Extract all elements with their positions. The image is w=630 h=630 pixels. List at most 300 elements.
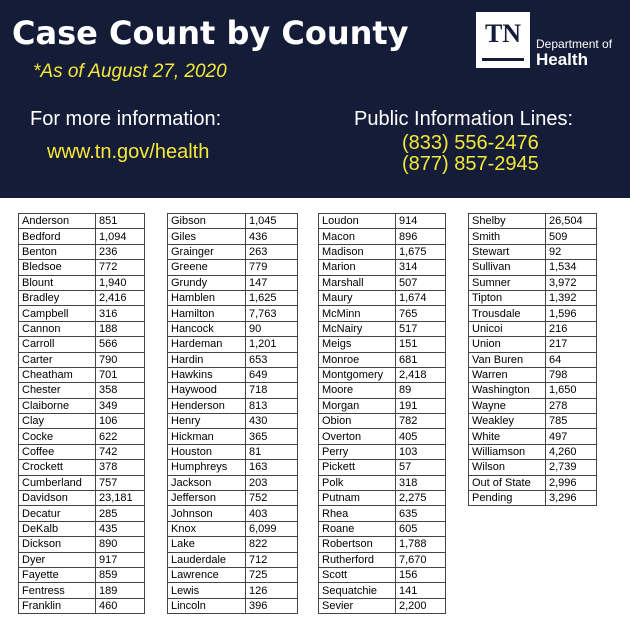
county-name: Out of State: [469, 475, 546, 490]
case-count: 712: [246, 552, 298, 567]
county-name: Dyer: [19, 552, 96, 567]
table-row: [319, 552, 446, 567]
county-name: Pickett: [319, 460, 396, 475]
county-name: Sumner: [469, 275, 546, 290]
table-row: [469, 414, 597, 429]
county-name: Lauderdale: [168, 552, 246, 567]
table-row: [19, 229, 145, 244]
county-name: Loudon: [319, 214, 396, 229]
case-count: 460: [96, 598, 145, 613]
table-row: [168, 491, 298, 506]
case-count: 1,534: [546, 260, 597, 275]
table-row: [319, 414, 446, 429]
county-name: Cumberland: [19, 475, 96, 490]
county-name: Polk: [319, 475, 396, 490]
county-name: Van Buren: [469, 352, 546, 367]
case-count: 92: [546, 244, 597, 259]
tn-logo-text: TN: [484, 19, 522, 48]
county-name: Sullivan: [469, 260, 546, 275]
phone-lines-label: Public Information Lines:: [354, 108, 574, 130]
county-name: Gibson: [168, 214, 246, 229]
county-name: Washington: [469, 383, 546, 398]
table-row: [168, 537, 298, 552]
county-table-3: [318, 213, 446, 614]
case-count: 757: [96, 475, 145, 490]
county-name: Morgan: [319, 398, 396, 413]
table-row: [19, 260, 145, 275]
county-name: Houston: [168, 444, 246, 459]
case-count: 156: [396, 567, 446, 582]
table-row: [319, 352, 446, 367]
case-count: 1,650: [546, 383, 597, 398]
county-table-1: [18, 213, 145, 614]
table-row: [168, 552, 298, 567]
case-count: 191: [396, 398, 446, 413]
county-name: Unicoi: [469, 321, 546, 336]
case-count: 2,996: [546, 475, 597, 490]
table-row: [168, 506, 298, 521]
page-title: Case Count by County: [12, 14, 409, 52]
case-count: 782: [396, 414, 446, 429]
case-count: 81: [246, 444, 298, 459]
county-name: Giles: [168, 229, 246, 244]
case-count: 141: [396, 583, 446, 598]
table-row: [168, 337, 298, 352]
logo-health: Health: [536, 50, 588, 69]
county-name: Campbell: [19, 306, 96, 321]
table-row: [319, 367, 446, 382]
table-row: [319, 537, 446, 552]
case-count: 772: [96, 260, 145, 275]
case-count: 316: [96, 306, 145, 321]
header-banner: [0, 0, 630, 198]
county-name: Sequatchie: [319, 583, 396, 598]
county-name: Obion: [319, 414, 396, 429]
table-row: [19, 521, 145, 536]
case-count: 649: [246, 367, 298, 382]
county-name: Monroe: [319, 352, 396, 367]
table-row: [469, 306, 597, 321]
table-row: [19, 583, 145, 598]
table-row: [469, 275, 597, 290]
case-count: 917: [96, 552, 145, 567]
table-row: [168, 352, 298, 367]
county-name: Clay: [19, 414, 96, 429]
county-name: Anderson: [19, 214, 96, 229]
county-name: Roane: [319, 521, 396, 536]
county-name: Hickman: [168, 429, 246, 444]
county-name: Tipton: [469, 290, 546, 305]
county-name: Marshall: [319, 275, 396, 290]
case-count: 318: [396, 475, 446, 490]
case-count: 2,200: [396, 598, 446, 613]
case-count: 765: [396, 306, 446, 321]
county-name: Franklin: [19, 598, 96, 613]
county-name: Bradley: [19, 290, 96, 305]
county-name: Rhea: [319, 506, 396, 521]
county-name: Greene: [168, 260, 246, 275]
table-row: [319, 444, 446, 459]
county-name: Warren: [469, 367, 546, 382]
county-name: Cannon: [19, 321, 96, 336]
county-name: Hardin: [168, 352, 246, 367]
table-row: [168, 429, 298, 444]
case-count: 859: [96, 567, 145, 582]
table-row: [168, 306, 298, 321]
case-count: 517: [396, 321, 446, 336]
table-row: [19, 598, 145, 613]
table-row: [469, 260, 597, 275]
table-row: [469, 460, 597, 475]
county-name: Shelby: [469, 214, 546, 229]
table-row: [469, 229, 597, 244]
county-name: Dickson: [19, 537, 96, 552]
county-name: Montgomery: [319, 367, 396, 382]
table-row: [469, 321, 597, 336]
table-row: [19, 475, 145, 490]
logo-department: Department of: [536, 37, 613, 51]
county-name: Knox: [168, 521, 246, 536]
county-name: Humphreys: [168, 460, 246, 475]
case-count: 217: [546, 337, 597, 352]
county-name: White: [469, 429, 546, 444]
county-table-2: [167, 213, 298, 614]
county-name: Marion: [319, 260, 396, 275]
table-row: [168, 321, 298, 336]
table-row: [469, 337, 597, 352]
county-name: Perry: [319, 444, 396, 459]
case-count: 1,940: [96, 275, 145, 290]
county-name: DeKalb: [19, 521, 96, 536]
county-name: Moore: [319, 383, 396, 398]
county-name: Decatur: [19, 506, 96, 521]
case-count: 1,625: [246, 290, 298, 305]
table-row: [168, 383, 298, 398]
case-count: 507: [396, 275, 446, 290]
case-count: 349: [96, 398, 145, 413]
case-count: 752: [246, 491, 298, 506]
case-count: 314: [396, 260, 446, 275]
table-row: [19, 275, 145, 290]
table-row: [19, 383, 145, 398]
table-row: [319, 506, 446, 521]
county-name: Hardeman: [168, 337, 246, 352]
county-name: Davidson: [19, 491, 96, 506]
table-row: [319, 567, 446, 582]
county-name: Union: [469, 337, 546, 352]
case-count: 1,674: [396, 290, 446, 305]
county-name: Carroll: [19, 337, 96, 352]
county-name: Fayette: [19, 567, 96, 582]
table-row: [168, 475, 298, 490]
case-count: 822: [246, 537, 298, 552]
case-count: 26,504: [546, 214, 597, 229]
county-name: Cheatham: [19, 367, 96, 382]
tn-logo-mark: [476, 12, 530, 68]
case-count: 785: [546, 414, 597, 429]
table-row: [168, 367, 298, 382]
case-count: 3,296: [546, 491, 597, 506]
table-row: [168, 521, 298, 536]
table-row: [469, 491, 597, 506]
county-name: Scott: [319, 567, 396, 582]
table-row: [469, 444, 597, 459]
phone-number[interactable]: (833) 556-2476: [402, 132, 539, 154]
table-row: [19, 398, 145, 413]
table-row: [319, 275, 446, 290]
county-table-4: [468, 213, 597, 506]
table-row: [168, 460, 298, 475]
case-count: 779: [246, 260, 298, 275]
table-row: [319, 429, 446, 444]
case-count: 1,392: [546, 290, 597, 305]
county-name: Chester: [19, 383, 96, 398]
county-name: Rutherford: [319, 552, 396, 567]
table-row: [168, 583, 298, 598]
table-row: [319, 460, 446, 475]
case-count: 701: [96, 367, 145, 382]
county-name: Hamilton: [168, 306, 246, 321]
case-count: 725: [246, 567, 298, 582]
table-row: [319, 290, 446, 305]
table-row: [469, 429, 597, 444]
county-name: Cocke: [19, 429, 96, 444]
county-name: Benton: [19, 244, 96, 259]
case-count: 203: [246, 475, 298, 490]
table-row: [319, 260, 446, 275]
case-count: 89: [396, 383, 446, 398]
county-name: Lake: [168, 537, 246, 552]
table-row: [168, 214, 298, 229]
table-row: [19, 214, 145, 229]
case-count: 126: [246, 583, 298, 598]
case-count: 4,260: [546, 444, 597, 459]
county-name: Jackson: [168, 475, 246, 490]
table-row: [19, 537, 145, 552]
table-row: [168, 414, 298, 429]
county-name: Pending: [469, 491, 546, 506]
case-count: 742: [96, 444, 145, 459]
table-row: [19, 506, 145, 521]
case-count: 436: [246, 229, 298, 244]
table-row: [19, 306, 145, 321]
county-name: Trousdale: [469, 306, 546, 321]
case-count: 509: [546, 229, 597, 244]
case-count: 90: [246, 321, 298, 336]
case-count: 64: [546, 352, 597, 367]
county-name: Lawrence: [168, 567, 246, 582]
table-row: [469, 290, 597, 305]
table-row: [319, 306, 446, 321]
county-name: Williamson: [469, 444, 546, 459]
county-name: Bledsoe: [19, 260, 96, 275]
county-name: Bedford: [19, 229, 96, 244]
table-row: [319, 337, 446, 352]
table-row: [168, 290, 298, 305]
county-name: Hamblen: [168, 290, 246, 305]
case-count: 851: [96, 214, 145, 229]
case-count: 681: [396, 352, 446, 367]
county-name: McMinn: [319, 306, 396, 321]
table-row: [469, 475, 597, 490]
county-name: Jefferson: [168, 491, 246, 506]
table-row: [469, 214, 597, 229]
case-count: 403: [246, 506, 298, 521]
case-count: 435: [96, 521, 145, 536]
case-count: 914: [396, 214, 446, 229]
case-count: 57: [396, 460, 446, 475]
table-row: [469, 398, 597, 413]
case-count: 718: [246, 383, 298, 398]
table-row: [319, 583, 446, 598]
case-count: 163: [246, 460, 298, 475]
table-row: [19, 444, 145, 459]
county-name: Sevier: [319, 598, 396, 613]
county-name: Madison: [319, 244, 396, 259]
table-row: [19, 321, 145, 336]
county-name: Claiborne: [19, 398, 96, 413]
case-count: 790: [96, 352, 145, 367]
county-name: Crockett: [19, 460, 96, 475]
table-row: [319, 475, 446, 490]
county-name: Wilson: [469, 460, 546, 475]
county-name: Wayne: [469, 398, 546, 413]
county-name: Weakley: [469, 414, 546, 429]
case-count: 1,675: [396, 244, 446, 259]
table-row: [19, 337, 145, 352]
case-count: 358: [96, 383, 145, 398]
case-count: 1,094: [96, 229, 145, 244]
table-row: [19, 414, 145, 429]
case-count: 1,201: [246, 337, 298, 352]
county-name: Henderson: [168, 398, 246, 413]
county-name: Hancock: [168, 321, 246, 336]
table-row: [319, 491, 446, 506]
phone-number[interactable]: (877) 857-2945: [402, 153, 539, 175]
county-name: Carter: [19, 352, 96, 367]
case-count: 7,670: [396, 552, 446, 567]
county-name: Haywood: [168, 383, 246, 398]
case-count: 365: [246, 429, 298, 444]
logo-underline: [482, 58, 524, 61]
case-count: 2,275: [396, 491, 446, 506]
county-name: Grainger: [168, 244, 246, 259]
case-count: 7,763: [246, 306, 298, 321]
table-row: [319, 244, 446, 259]
county-name: Smith: [469, 229, 546, 244]
case-count: 188: [96, 321, 145, 336]
county-name: Lincoln: [168, 598, 246, 613]
case-count: 103: [396, 444, 446, 459]
county-name: Putnam: [319, 491, 396, 506]
table-row: [319, 214, 446, 229]
case-count: 798: [546, 367, 597, 382]
case-count: 396: [246, 598, 298, 613]
case-count: 147: [246, 275, 298, 290]
county-name: Fentress: [19, 583, 96, 598]
table-row: [319, 321, 446, 336]
case-count: 566: [96, 337, 145, 352]
info-url-link[interactable]: www.tn.gov/health: [47, 141, 210, 163]
table-row: [168, 567, 298, 582]
county-name: McNairy: [319, 321, 396, 336]
table-row: [19, 290, 145, 305]
case-count: 813: [246, 398, 298, 413]
table-row: [168, 275, 298, 290]
tn-health-logo: [476, 12, 624, 70]
case-count: 3,972: [546, 275, 597, 290]
case-count: 622: [96, 429, 145, 444]
case-count: 890: [96, 537, 145, 552]
case-count: 236: [96, 244, 145, 259]
case-count: 189: [96, 583, 145, 598]
case-count: 216: [546, 321, 597, 336]
table-row: [319, 383, 446, 398]
case-count: 278: [546, 398, 597, 413]
table-row: [19, 352, 145, 367]
case-count: 497: [546, 429, 597, 444]
case-count: 605: [396, 521, 446, 536]
table-row: [19, 429, 145, 444]
case-count: 263: [246, 244, 298, 259]
case-count: 151: [396, 337, 446, 352]
county-name: Robertson: [319, 537, 396, 552]
county-name: Henry: [168, 414, 246, 429]
table-row: [19, 367, 145, 382]
county-name: Overton: [319, 429, 396, 444]
county-name: Lewis: [168, 583, 246, 598]
county-name: Grundy: [168, 275, 246, 290]
case-count: 635: [396, 506, 446, 521]
case-count: 106: [96, 414, 145, 429]
table-row: [168, 229, 298, 244]
case-count: 2,418: [396, 367, 446, 382]
case-count: 1,788: [396, 537, 446, 552]
county-name: Blount: [19, 275, 96, 290]
county-name: Stewart: [469, 244, 546, 259]
table-row: [19, 552, 145, 567]
table-row: [469, 352, 597, 367]
info-label: For more information:: [30, 108, 222, 130]
table-row: [469, 383, 597, 398]
table-row: [319, 398, 446, 413]
case-count: 896: [396, 229, 446, 244]
table-row: [19, 460, 145, 475]
table-row: [168, 260, 298, 275]
case-count: 1,045: [246, 214, 298, 229]
table-row: [319, 229, 446, 244]
table-row: [168, 444, 298, 459]
case-count: 378: [96, 460, 145, 475]
table-row: [19, 567, 145, 582]
as-of-date: *As of August 27, 2020: [33, 61, 227, 82]
county-name: Johnson: [168, 506, 246, 521]
county-name: Coffee: [19, 444, 96, 459]
table-row: [168, 398, 298, 413]
county-name: Meigs: [319, 337, 396, 352]
table-row: [19, 244, 145, 259]
case-count: 405: [396, 429, 446, 444]
table-row: [19, 491, 145, 506]
county-name: Hawkins: [168, 367, 246, 382]
table-row: [168, 244, 298, 259]
case-count: 2,739: [546, 460, 597, 475]
county-name: Maury: [319, 290, 396, 305]
case-count: 653: [246, 352, 298, 367]
table-row: [469, 367, 597, 382]
case-count: 6,099: [246, 521, 298, 536]
case-count: 1,596: [546, 306, 597, 321]
